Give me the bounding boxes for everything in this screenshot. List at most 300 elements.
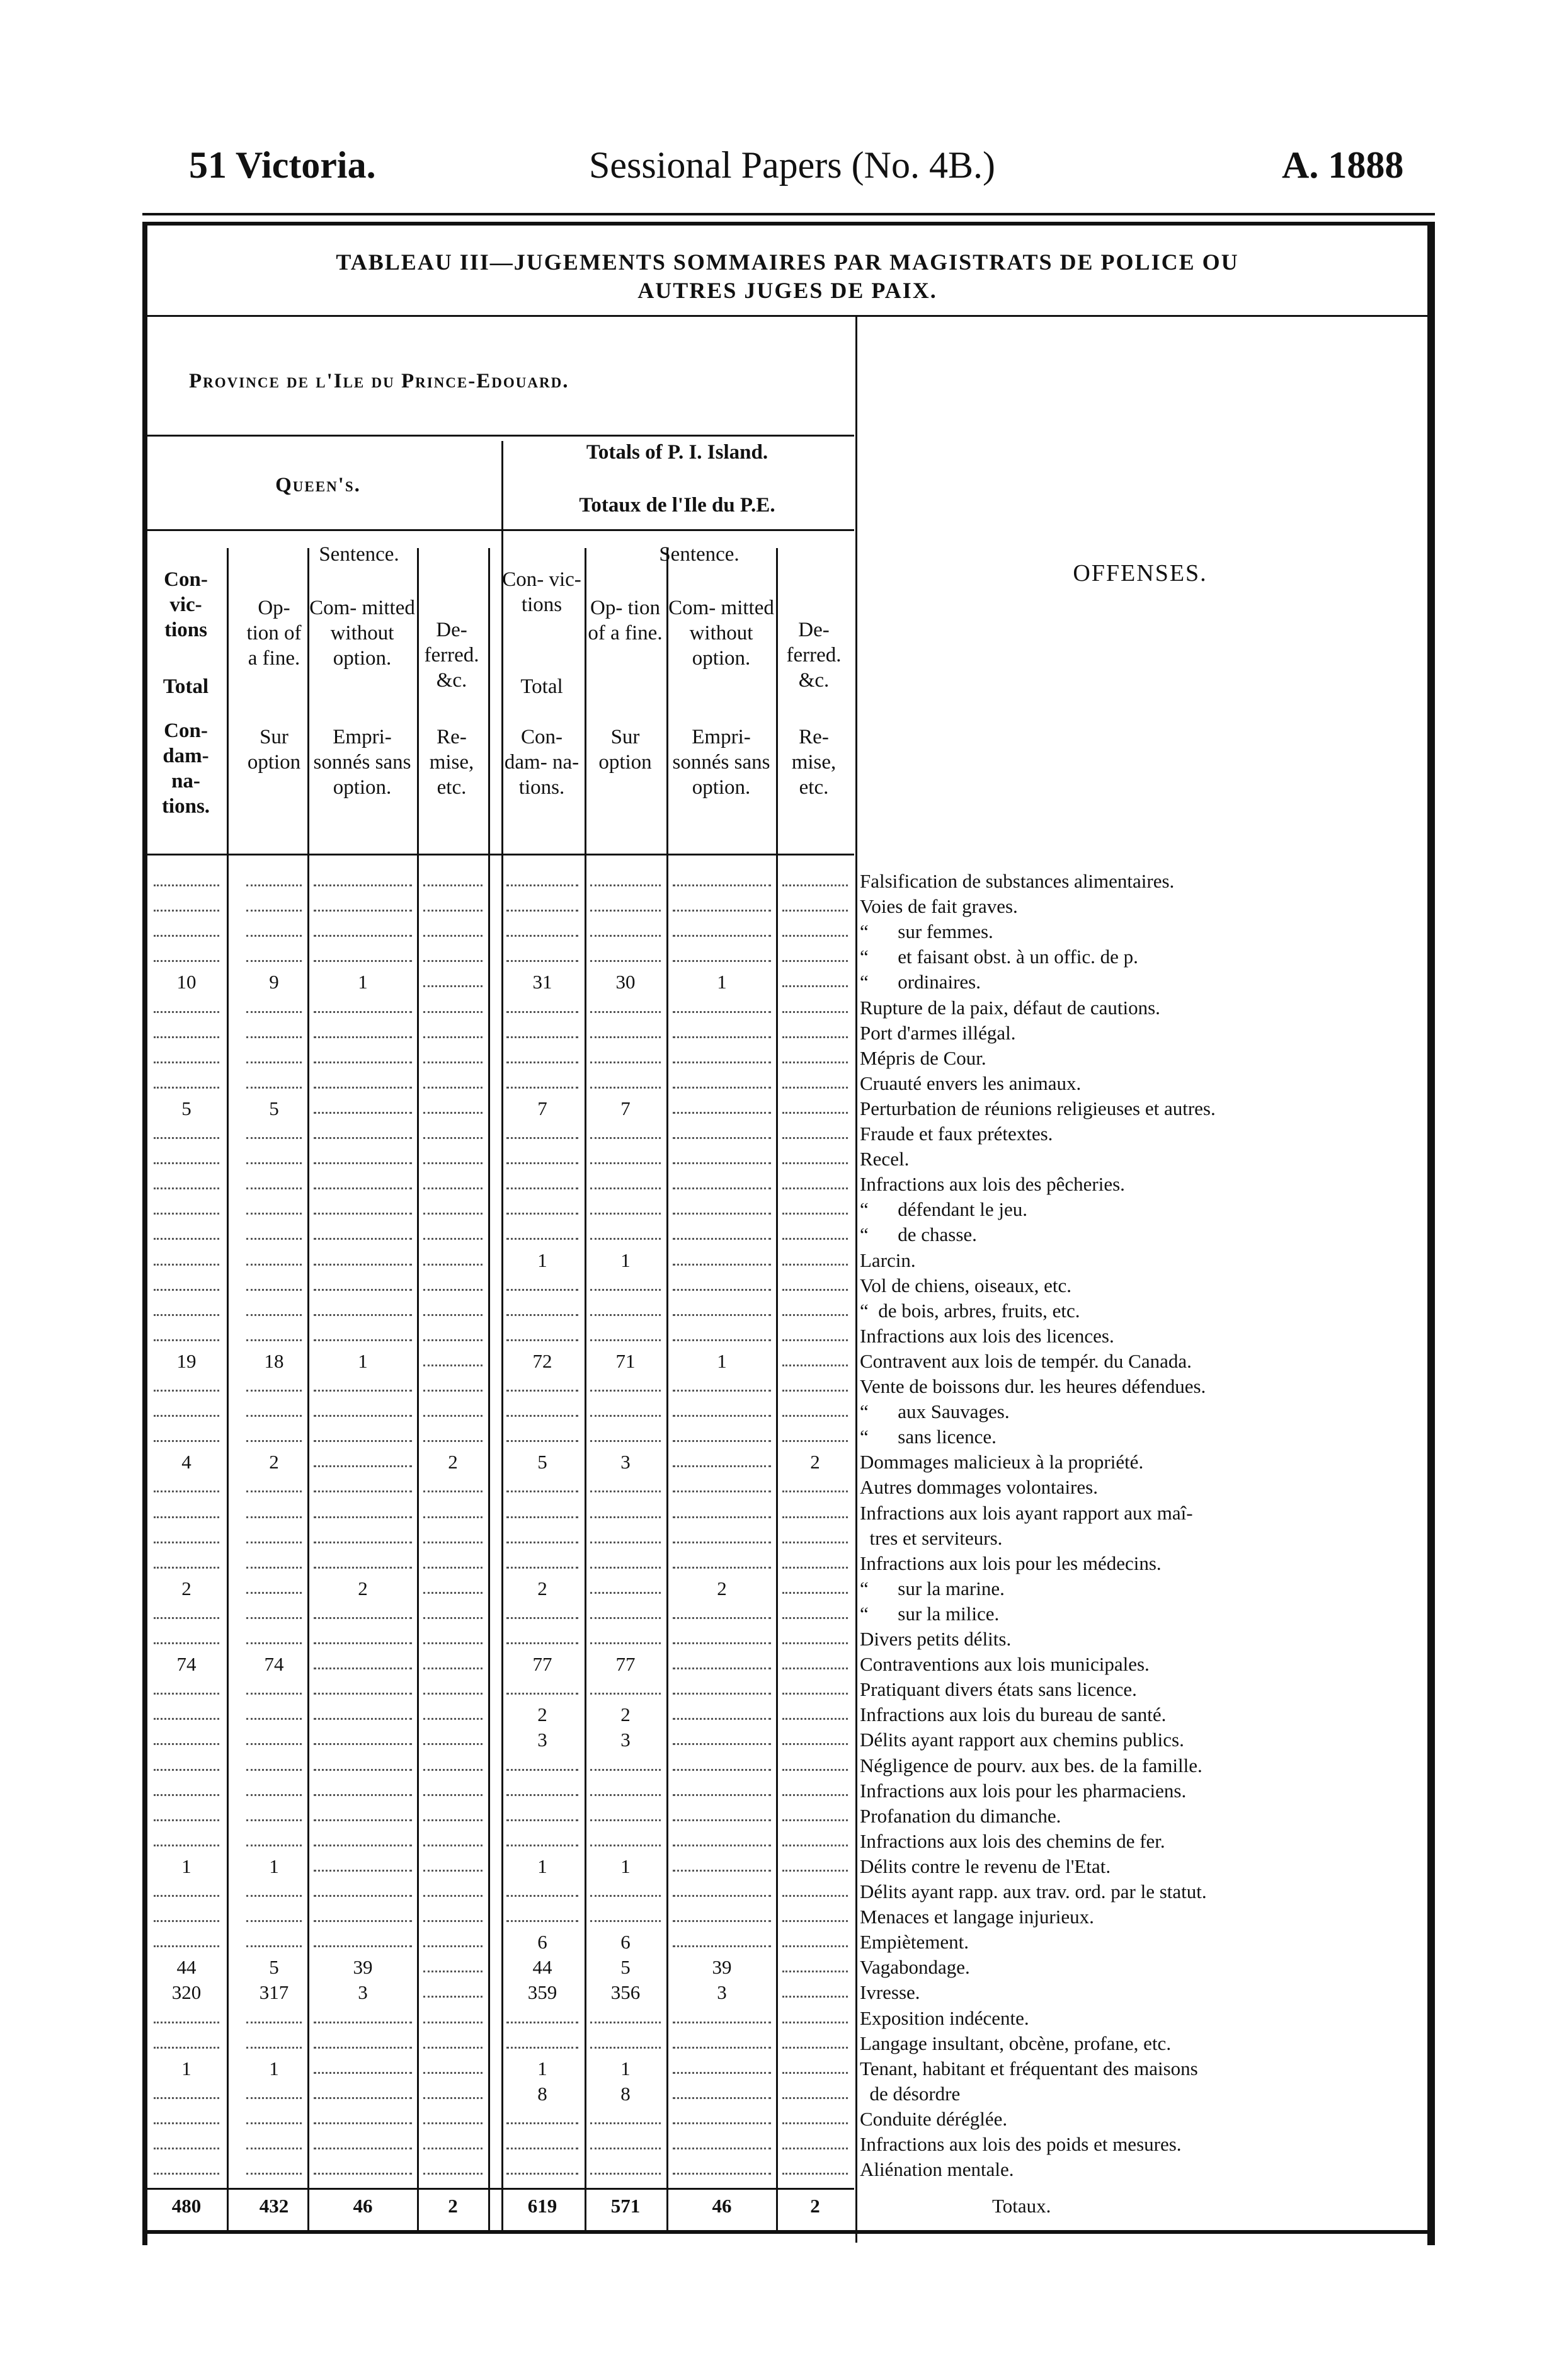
table-cell: 1	[717, 971, 727, 993]
dot-leader	[782, 985, 848, 988]
dot-leader	[782, 1819, 848, 1822]
dot-leader	[782, 1314, 848, 1317]
dot-leader	[590, 1011, 661, 1014]
dot-leader	[314, 1693, 412, 1696]
dot-leader	[782, 2072, 848, 2075]
dot-leader	[506, 1542, 578, 1545]
dot-leader	[154, 1794, 219, 1797]
title-rule	[146, 315, 1430, 317]
dot-leader	[590, 1061, 661, 1065]
dot-leader	[154, 1162, 219, 1165]
table-cell: 19	[176, 1349, 197, 1372]
table-cell: 2	[181, 1577, 191, 1599]
table-cell: 1	[358, 1349, 368, 1372]
option-en-q: Op- tion of a fine.	[246, 597, 302, 670]
dot-leader	[782, 1213, 848, 1216]
dot-leader	[154, 1137, 219, 1140]
dot-leader	[314, 2173, 412, 2176]
sentence-heading-queens: Sentence.	[319, 543, 399, 566]
offense-label: Conduite déréglée.	[860, 2107, 1008, 2130]
dot-leader	[423, 1592, 483, 1595]
dot-leader	[246, 1567, 302, 1570]
table-cell: 1	[620, 1855, 631, 1877]
dot-leader	[246, 1187, 302, 1191]
offense-label: Larcin.	[860, 1249, 916, 1271]
dot-leader	[506, 2047, 578, 2050]
dot-leader	[673, 1440, 771, 1443]
table-cell: 44	[176, 1956, 197, 1979]
offense-label: Ivresse.	[860, 1981, 920, 2004]
offense-label: Dommages malicieux à la propriété.	[860, 1451, 1144, 1473]
deferred-en-q: De- ferred. &c.	[424, 619, 479, 692]
dot-leader	[782, 1945, 848, 1948]
dot-leader	[590, 2148, 661, 2151]
dot-leader	[154, 1567, 219, 1570]
dot-leader	[314, 2097, 412, 2100]
dot-leader	[154, 935, 219, 938]
rule-header-bottom	[146, 854, 854, 855]
table-cell: 39	[353, 1956, 373, 1979]
dot-leader	[590, 1920, 661, 1923]
dot-leader	[506, 1794, 578, 1797]
totals-cell: 432	[259, 2195, 289, 2217]
dot-leader	[246, 1087, 302, 1090]
rule-offenses-left	[855, 315, 857, 2243]
dot-leader	[314, 1036, 412, 1039]
dot-leader	[782, 1339, 848, 1342]
dot-leader	[423, 1339, 483, 1342]
table-cell: 30	[615, 971, 636, 993]
dot-leader	[154, 2022, 219, 2025]
dot-leader	[246, 1718, 302, 1721]
totals-cell: 619	[527, 2195, 557, 2217]
header-series: Sessional Papers (No. 4B.)	[589, 144, 995, 186]
dot-leader	[423, 1187, 483, 1191]
table-cell: 2	[810, 1451, 820, 1473]
offense-label: Infractions aux lois pour les pharmaciens.	[860, 1779, 1187, 1802]
dot-leader	[423, 1289, 483, 1292]
dot-leader	[506, 1819, 578, 1822]
column-rule	[488, 548, 490, 2233]
table-cell: 3	[620, 1729, 631, 1751]
dot-leader	[423, 1112, 483, 1115]
table-cell: 44	[532, 1956, 552, 1979]
dot-leader	[314, 1011, 412, 1014]
offense-label: “ sur femmes.	[860, 920, 993, 943]
offense-label: Perturbation de réunions religieuses et autres.	[860, 1097, 1216, 1119]
dot-leader	[782, 1592, 848, 1595]
offense-label: Menaces et langage injurieux.	[860, 1906, 1094, 1928]
dot-leader	[314, 1769, 412, 1772]
table-title-line2: AUTRES JUGES DE PAIX.	[637, 278, 937, 303]
dot-leader	[314, 1187, 412, 1191]
dot-leader	[782, 960, 848, 963]
dot-leader	[506, 1314, 578, 1317]
dot-leader	[314, 1718, 412, 1721]
table-cell: 5	[620, 1956, 631, 1979]
dot-leader	[673, 2173, 771, 2176]
dot-leader	[154, 1087, 219, 1090]
dot-leader	[423, 2022, 483, 2025]
committed-en-t: Com- mitted without option.	[668, 597, 774, 670]
dot-leader	[590, 1567, 661, 1570]
dot-leader	[506, 1895, 578, 1898]
offense-label: “ sur la milice.	[860, 1602, 1000, 1625]
committed-fr-q: Empri- sonnés sans option.	[313, 726, 411, 799]
dot-leader	[154, 2047, 219, 2050]
dot-leader	[782, 910, 848, 913]
dot-leader	[506, 1339, 578, 1342]
dot-leader	[590, 1693, 661, 1696]
dot-leader	[423, 1137, 483, 1140]
table-cell: 77	[532, 1653, 552, 1676]
dot-leader	[314, 1945, 412, 1948]
dot-leader	[154, 1011, 219, 1014]
dot-leader	[314, 1137, 412, 1140]
offense-label: Vente de boissons dur. les heures défendues.	[860, 1375, 1206, 1397]
dot-leader	[506, 2148, 578, 2151]
dot-leader	[154, 1238, 219, 1241]
dot-leader	[246, 1264, 302, 1267]
dot-leader	[782, 1011, 848, 1014]
table-cell: 3	[358, 1981, 368, 2004]
dot-leader	[673, 1920, 771, 1923]
offense-label: Infractions aux lois des licences.	[860, 1324, 1114, 1347]
offense-label: Aliénation mentale.	[860, 2158, 1014, 2181]
offense-label: Autres dommages volontaires.	[860, 1476, 1098, 1499]
dot-leader	[673, 1162, 771, 1165]
table-cell: 6	[620, 1931, 631, 1954]
dot-leader	[782, 2022, 848, 2025]
offense-label: Vagabondage.	[860, 1956, 970, 1979]
table-cell: 4	[181, 1451, 191, 1473]
dot-leader	[423, 1011, 483, 1014]
dot-leader	[673, 1465, 771, 1468]
dot-leader	[423, 1567, 483, 1570]
dot-leader	[246, 960, 302, 963]
dot-leader	[246, 2173, 302, 2176]
column-rule	[307, 548, 309, 2233]
dot-leader	[154, 884, 219, 888]
dot-leader	[423, 1718, 483, 1721]
dot-leader	[782, 884, 848, 888]
dot-leader	[673, 1845, 771, 1848]
offense-label: Pratiquant divers états sans licence.	[860, 1678, 1137, 1701]
dot-leader	[673, 1490, 771, 1494]
dot-leader	[423, 910, 483, 913]
dot-leader	[314, 1390, 412, 1393]
offense-label: Rupture de la paix, défaut de cautions.	[860, 996, 1160, 1019]
dot-leader	[154, 1061, 219, 1065]
table-cell: 1	[269, 1855, 279, 1877]
province-heading: Province de l'Ile du Prince-Edouard.	[189, 370, 569, 392]
table-cell: 2	[717, 1577, 727, 1599]
dot-leader	[246, 1162, 302, 1165]
dot-leader	[506, 1693, 578, 1696]
table-cell: 1	[537, 1855, 547, 1877]
column-rule	[776, 548, 778, 2233]
dot-leader	[314, 2047, 412, 2050]
dot-leader	[782, 1617, 848, 1620]
table-cell: 2	[269, 1451, 279, 1473]
table-cell: 1	[358, 971, 368, 993]
dot-leader	[423, 2047, 483, 2050]
option-fr-t: Sur option	[598, 726, 652, 774]
dot-leader	[673, 1314, 771, 1317]
dot-leader	[673, 884, 771, 888]
dot-leader	[246, 1617, 302, 1620]
table-cell: 7	[620, 1097, 631, 1119]
dot-leader	[673, 1187, 771, 1191]
dot-leader	[246, 2047, 302, 2050]
dot-leader	[590, 1390, 661, 1393]
dot-leader	[590, 1895, 661, 1898]
dot-leader	[314, 1542, 412, 1545]
dot-leader	[314, 2148, 412, 2151]
offense-label: “ aux Sauvages.	[860, 1400, 1010, 1423]
dot-leader	[423, 1238, 483, 1241]
dot-leader	[673, 1743, 771, 1746]
conv-fr-t: Con- dam- na- tions.	[504, 726, 580, 799]
offense-label: Profanation du dimanche.	[860, 1804, 1061, 1827]
dot-leader	[506, 935, 578, 938]
dot-leader	[314, 1440, 412, 1443]
dot-leader	[314, 1819, 412, 1822]
dot-leader	[423, 1162, 483, 1165]
dot-leader	[673, 1238, 771, 1241]
dot-leader	[314, 1895, 412, 1898]
dot-leader	[590, 1592, 661, 1595]
dot-leader	[673, 1794, 771, 1797]
offense-label: Recel.	[860, 1148, 910, 1170]
dot-leader	[506, 1490, 578, 1494]
dot-leader	[314, 1668, 412, 1671]
offense-label: “ ordinaires.	[860, 971, 981, 993]
dot-leader	[154, 2097, 219, 2100]
totals-rule	[146, 2188, 854, 2190]
offense-label: Falsification de substances alimentaires.	[860, 870, 1175, 892]
offense-label: Voies de fait graves.	[860, 895, 1018, 918]
dot-leader	[506, 1187, 578, 1191]
dot-leader	[782, 1567, 848, 1570]
dot-leader	[154, 1415, 219, 1418]
dot-leader	[314, 1112, 412, 1115]
table-cell: 1	[717, 1349, 727, 1372]
option-en-t: Op- tion of a fine.	[588, 597, 663, 644]
dot-leader	[154, 1516, 219, 1519]
table-cell: 1	[181, 2057, 191, 2080]
dot-leader	[782, 1845, 848, 1848]
dot-leader	[590, 1289, 661, 1292]
dot-leader	[782, 1238, 848, 1241]
dot-leader	[673, 2022, 771, 2025]
dot-leader	[782, 2047, 848, 2050]
dot-leader	[590, 1794, 661, 1797]
totals-heading-fr: Totaux de l'Ile du P.E.	[579, 494, 775, 517]
dot-leader	[590, 1617, 661, 1620]
table-cell: 3	[620, 1451, 631, 1473]
dot-leader	[314, 1289, 412, 1292]
column-rule	[585, 548, 586, 2233]
offense-label: Infractions aux lois du bureau de santé.	[860, 1703, 1167, 1726]
dot-leader	[423, 1769, 483, 1772]
dot-leader	[314, 1845, 412, 1848]
dot-leader	[246, 1011, 302, 1014]
dot-leader	[314, 1415, 412, 1418]
dot-leader	[782, 1542, 848, 1545]
dot-leader	[590, 884, 661, 888]
dot-leader	[506, 1516, 578, 1519]
dot-leader	[246, 1769, 302, 1772]
dot-leader	[506, 1238, 578, 1241]
dot-leader	[782, 1971, 848, 1974]
dot-leader	[782, 1642, 848, 1645]
totals-cell: 571	[610, 2195, 641, 2217]
option-fr-q: Sur option	[247, 726, 301, 774]
dot-leader	[782, 1364, 848, 1368]
dot-leader	[673, 1870, 771, 1873]
dot-leader	[314, 1794, 412, 1797]
table-cell: 31	[532, 971, 552, 993]
dot-leader	[423, 935, 483, 938]
dot-leader	[782, 1289, 848, 1292]
table-cell: 2	[358, 1577, 368, 1599]
dot-leader	[673, 1036, 771, 1039]
totals-label: Totaux.	[992, 2195, 1051, 2217]
dot-leader	[246, 1314, 302, 1317]
dot-leader	[590, 2122, 661, 2125]
dot-leader	[673, 1617, 771, 1620]
table-cell: 7	[537, 1097, 547, 1119]
dot-leader	[673, 1339, 771, 1342]
dot-leader	[673, 2148, 771, 2151]
dot-leader	[673, 1390, 771, 1393]
dot-leader	[673, 960, 771, 963]
dot-leader	[506, 884, 578, 888]
dot-leader	[314, 1087, 412, 1090]
dot-leader	[782, 1390, 848, 1393]
table-cell: 356	[610, 1981, 641, 2004]
dot-leader	[423, 1870, 483, 1873]
table-cell: 5	[537, 1451, 547, 1473]
dot-leader	[246, 1592, 302, 1595]
table-cell: 9	[269, 971, 279, 993]
dot-leader	[782, 2173, 848, 2176]
table-cell: 71	[615, 1349, 636, 1372]
dot-leader	[423, 2072, 483, 2075]
dot-leader	[423, 960, 483, 963]
offense-label: Empiètement.	[860, 1931, 969, 1954]
totals-cell: 2	[810, 2195, 820, 2217]
dot-leader	[590, 1137, 661, 1140]
offense-label: Contraventions aux lois municipales.	[860, 1653, 1150, 1676]
offense-label: Exposition indécente.	[860, 2006, 1029, 2029]
table-cell: 2	[620, 1703, 631, 1726]
rule-province	[146, 435, 854, 437]
dot-leader	[673, 2047, 771, 2050]
dot-leader	[423, 1895, 483, 1898]
rule-subheader	[146, 529, 854, 531]
dot-leader	[246, 1895, 302, 1898]
dot-leader	[154, 1314, 219, 1317]
dot-leader	[590, 1314, 661, 1317]
dot-leader	[246, 1390, 302, 1393]
dot-leader	[423, 884, 483, 888]
dot-leader	[154, 1743, 219, 1746]
dot-leader	[590, 1162, 661, 1165]
dot-leader	[423, 1996, 483, 1999]
table-cell: 10	[176, 971, 197, 993]
dot-leader	[506, 1289, 578, 1292]
offense-label: Port d'armes illégal.	[860, 1021, 1016, 1044]
dot-leader	[423, 2173, 483, 2176]
dot-leader	[246, 935, 302, 938]
offense-label: Délits contre le revenu de l'Etat.	[860, 1855, 1111, 1877]
deferred-fr-t: Re- mise, etc.	[791, 726, 837, 799]
dot-leader	[590, 1036, 661, 1039]
column-rule	[227, 548, 229, 2233]
dot-leader	[154, 1718, 219, 1721]
dot-leader	[423, 1213, 483, 1216]
dot-leader	[782, 1743, 848, 1746]
dot-leader	[590, 1845, 661, 1848]
dot-leader	[154, 2173, 219, 2176]
dot-leader	[246, 1845, 302, 1848]
table-cell: 3	[717, 1981, 727, 2004]
offense-label: Mépris de Cour.	[860, 1046, 986, 1069]
dot-leader	[782, 1769, 848, 1772]
dot-leader	[673, 1819, 771, 1822]
dot-leader	[782, 1718, 848, 1721]
dot-leader	[314, 1920, 412, 1923]
offense-label: Langage insultant, obcène, profane, etc.	[860, 2032, 1172, 2054]
dot-leader	[673, 1945, 771, 1948]
dot-leader	[590, 1339, 661, 1342]
dot-leader	[506, 1137, 578, 1140]
dot-leader	[506, 1920, 578, 1923]
dot-leader	[314, 1213, 412, 1216]
dot-leader	[506, 1036, 578, 1039]
dot-leader	[314, 1617, 412, 1620]
dot-leader	[673, 1718, 771, 1721]
dot-leader	[673, 1289, 771, 1292]
offense-label: Vol de chiens, oiseaux, etc.	[860, 1274, 1072, 1296]
dot-leader	[506, 1011, 578, 1014]
dot-leader	[246, 1743, 302, 1746]
dot-leader	[506, 2173, 578, 2176]
table-cell: 74	[264, 1653, 284, 1676]
offense-label: de désordre	[860, 2082, 961, 2105]
dot-leader	[314, 1642, 412, 1645]
dot-leader	[590, 2047, 661, 2050]
dot-leader	[782, 1137, 848, 1140]
table-cell: 72	[532, 1349, 552, 1372]
dot-leader	[423, 1390, 483, 1393]
conv-en-q: Con- vic- tions	[164, 568, 208, 641]
dot-leader	[246, 2122, 302, 2125]
table-cell: 1	[269, 2057, 279, 2080]
dot-leader	[590, 1087, 661, 1090]
dot-leader	[506, 1390, 578, 1393]
dot-leader	[590, 1213, 661, 1216]
dot-leader	[246, 1490, 302, 1494]
table-cell: 8	[620, 2082, 631, 2105]
table-cell: 1	[620, 1249, 631, 1271]
offense-label: Infractions aux lois des pêcheries.	[860, 1173, 1125, 1196]
dot-leader	[154, 1490, 219, 1494]
offense-label: “ sur la marine.	[860, 1577, 1005, 1599]
dot-leader	[506, 1845, 578, 1848]
